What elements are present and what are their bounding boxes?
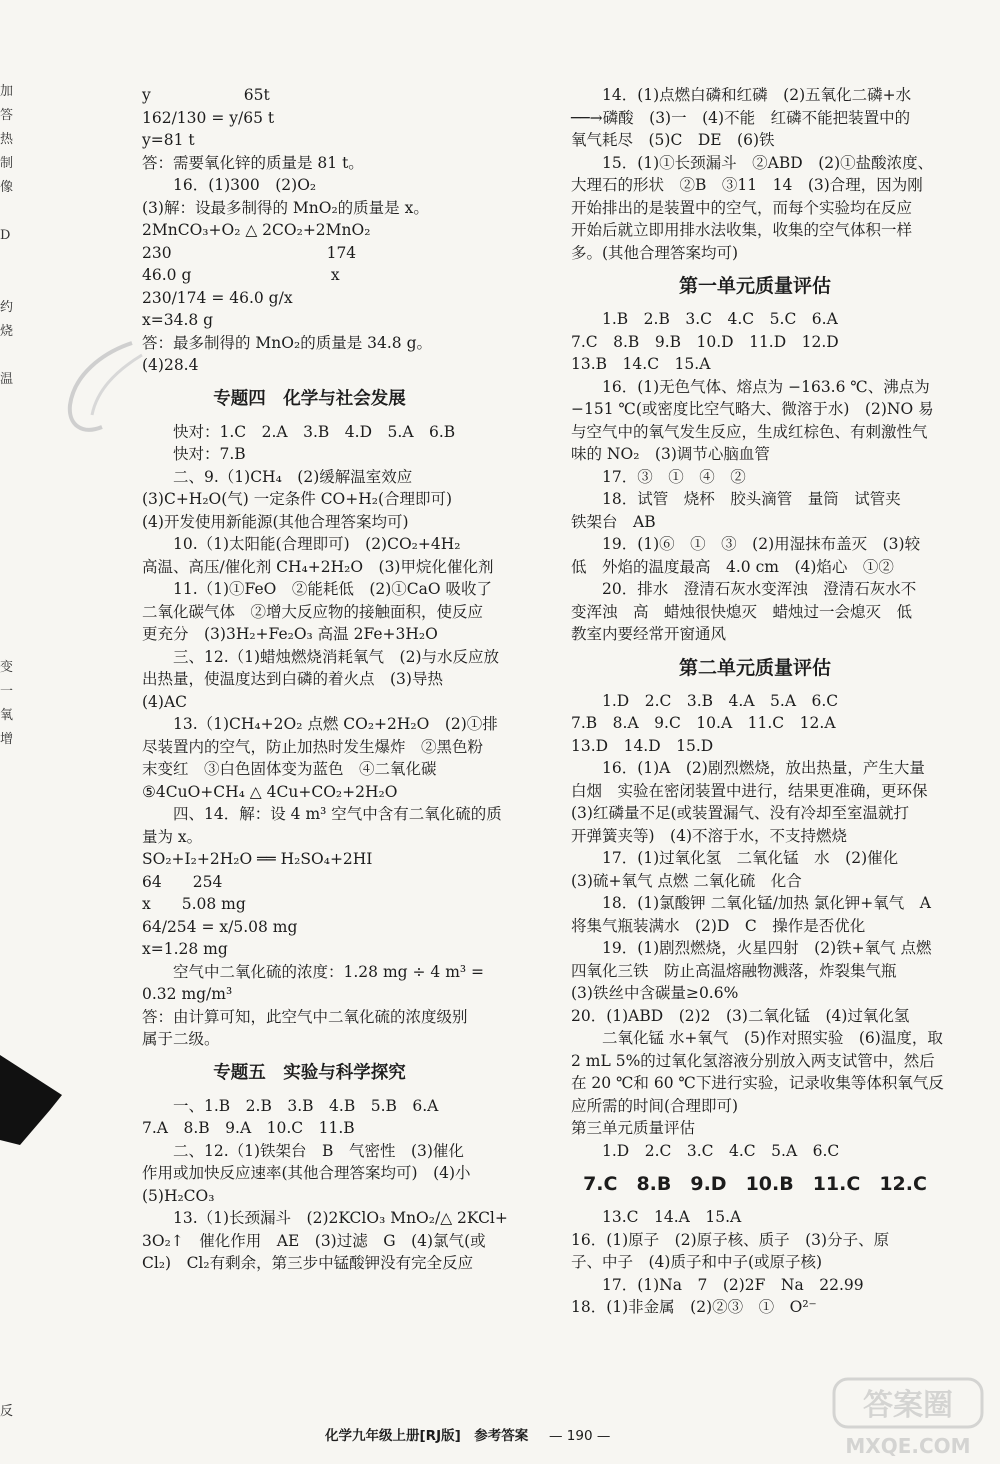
margin-char: D [0, 228, 11, 243]
answer-line: 开弹簧夹等) (4)不溶于水，不支持燃烧 [571, 826, 848, 845]
answer-line: 230 174 [142, 243, 357, 262]
margin-char: 加 [0, 84, 14, 99]
answer-line: 13.（1)长颈漏斗 (2)2KClO₃ MnO₂/△ 2KCl+ [173, 1209, 508, 1227]
answer-line: 空气中二氧化硫的浓度：1.28 mg ÷ 4 m³ = [173, 962, 485, 981]
left-column [142, 84, 508, 1275]
answer-line: 0.32 mg/m³ [142, 985, 233, 1003]
answer-line: 20．排水 澄清石灰水变浑浊 澄清石灰水不 [602, 580, 917, 598]
answer-line: 1.D 2.C 3.C 4.C 5.A 6.C [602, 1141, 840, 1160]
margin-char [0, 824, 14, 848]
margin-char [0, 1376, 14, 1400]
answer-line: 17．(1)过氧化氢 二氧化锰 水 (2)催化 [602, 849, 899, 867]
margin-char [0, 464, 14, 488]
answer-line: 答：由计算可知，此空气中二氧化硫的浓度级别 [142, 1007, 468, 1026]
answer-line: 13.C 14.A 15.A [602, 1208, 742, 1226]
answer-line: 64/254 = x/5.08 mg [142, 917, 298, 936]
answer-line: (5)H₂CO₃ [142, 1186, 215, 1205]
margin-char [0, 1328, 14, 1352]
margin-char [0, 1280, 14, 1304]
section-heading: 专题五 实验与科学探究 [213, 1062, 406, 1083]
answer-line: 变浑浊 高 蜡烛很快熄灭 蜡烛过一会熄灭 低 [571, 602, 913, 621]
section-heading: 7.C 8.B 9.D 10.B 11.C 12.C [583, 1173, 927, 1195]
answer-line: 三、12.（1)蜡烛燃烧消耗氧气 (2)与水反应放 [173, 647, 500, 666]
answer-line: ──→磷酸 (3)一 (4)不能 红磷不能把装置中的 [571, 108, 911, 127]
answer-line: x=1.28 mg [142, 940, 228, 958]
answer-line: 氧气耗尽 (5)C DE (6)铁 [571, 131, 775, 149]
margin-char: 热 [0, 132, 14, 147]
section-heading: 第一单元质量评估 [678, 275, 831, 297]
answer-line: 开始排出的是装置中的空气，而每个实验均在反应 [571, 198, 913, 217]
answer-line: 低 外焰的温度最高 4.0 cm (4)焰心 ①② [571, 557, 894, 576]
answer-line: 答：需要氧化锌的质量是 81 t。 [142, 153, 364, 172]
section-heading: 专题四 化学与社会发展 [213, 388, 406, 409]
answer-line: 开始后就立即用排水法收集，收集的空气体积一样 [571, 221, 913, 239]
margin-char [0, 1160, 14, 1184]
watermark-text-top: 答案圈 [863, 1388, 953, 1423]
margin-char: 像 [0, 180, 14, 195]
answer-line: SO₂+I₂+2H₂O ══ H₂SO₄+2HI [142, 850, 373, 868]
answer-line: (4)AC [142, 692, 188, 711]
margin-char: 氧 [0, 708, 14, 723]
margin-char: 变 [0, 660, 14, 675]
answer-line: 末变红 ③白色固体变为蓝色 ④二氧化碳 [142, 760, 437, 778]
answer-line: (3)硫+氧气 点燃 二氧化硫 化合 [571, 871, 802, 890]
margin-char [0, 944, 14, 968]
answer-line: 19．(1)剧烈燃烧，火星四射 (2)铁+氧气 点燃 [602, 939, 932, 957]
answer-line: 16．(1)无色气体、熔点为 −163.6 ℃、沸点为 [602, 377, 930, 396]
answer-line: y=81 t [142, 131, 195, 149]
answer-line: x=34.8 g [142, 311, 214, 329]
answer-line: 量为 x。 [142, 827, 203, 846]
margin-char [0, 776, 14, 800]
margin-char: 增 [0, 732, 14, 747]
answer-line: 更充分 (3)3H₂+Fe₂O₃ 高温 2Fe+3H₂O [142, 625, 438, 643]
answer-line: 13.B 14.C 15.A [571, 355, 711, 373]
answer-line: 二、9.（1)CH₄ (2)缓解温室效应 [173, 467, 413, 486]
answer-line: 16．(1)A (2)剧烈燃烧，放出热量，产生大量 [602, 759, 925, 777]
answer-line: 16．(1)300 (2)O₂ [173, 176, 317, 194]
page-number: — 190 — [548, 1428, 611, 1444]
margin-char [0, 752, 14, 776]
answer-line: 17．(1)Na 7 (2)2F Na 22.99 [602, 1275, 864, 1294]
answer-line: (4)开发使用新能源(其他合理答案均可) [142, 512, 409, 531]
margin-char [0, 848, 14, 872]
answer-line: 答：最多制得的 MnO₂的质量是 34.8 g。 [142, 333, 432, 352]
margin-char [0, 344, 14, 368]
margin-char [0, 872, 14, 896]
answer-line: 11.（1)①FeO ②能耗低 (2)①CaO 吸收了 [173, 580, 493, 598]
margin-char [0, 1016, 14, 1040]
margin-char [0, 488, 14, 512]
margin-char [0, 992, 14, 1016]
answer-line: 作用或加快反应速率(其他合理答案均可) (4)小 [142, 1164, 471, 1182]
margin-char [0, 920, 14, 944]
answer-line: 第三单元质量评估 [571, 1119, 696, 1137]
answer-line: 出热量，使温度达到白磷的着火点 (3)导热 [142, 670, 443, 688]
answer-line: (4)28.4 [142, 356, 199, 374]
answer-line: 二氧化碳气体 ②增大反应物的接触面积，使反应 [142, 602, 484, 621]
margin-char [0, 632, 14, 656]
answer-line: 大理石的形状 ②B ③11 14 (3)合理，因为刚 [571, 176, 923, 194]
answer-line: 13.（1)CH₄+2O₂ 点燃 CO₂+2H₂O (2)①排 [173, 715, 498, 733]
answer-line: (3)解：设最多制得的 MnO₂的质量是 x。 [142, 198, 429, 217]
left-margin-strip [0, 80, 14, 1424]
margin-char [0, 536, 14, 560]
answer-line: 20．(1)ABD (2)2 (3)二氧化锰 (4)过氧化氢 [571, 1006, 910, 1025]
page-footer [325, 1424, 610, 1444]
margin-char [0, 968, 14, 992]
answer-line: 14．(1)点燃白磷和红磷 (2)五氧化二磷+水 [602, 86, 912, 104]
margin-char [0, 896, 14, 920]
answer-line: 将集气瓶装满水 (2)D C 操作是否优化 [571, 916, 866, 935]
answer-line: 属于二级。 [142, 1030, 220, 1048]
margin-char [0, 1256, 14, 1280]
margin-char [0, 1352, 14, 1376]
margin-char [0, 1184, 14, 1208]
answer-line: 教室内要经常开窗通风 [571, 625, 727, 643]
answer-line: ⑤4CuO+CH₄ △ 4Cu+CO₂+2H₂O [142, 782, 398, 801]
answer-line: 多。(其他合理答案均可) [571, 243, 739, 262]
margin-char [0, 512, 14, 536]
answer-line: 二氧化锰 水+氧气 (5)作对照实验 (6)温度，取 [602, 1029, 943, 1047]
answer-line: Cl₂) Cl₂有剩余，第三步中锰酸钾没有完全反应 [142, 1254, 474, 1272]
margin-char [0, 440, 14, 464]
answer-line: (3)红磷量不足(或装置漏气、没有冷却至室温就打 [571, 804, 910, 822]
answer-line: 二、12.（1)铁架台 B 气密性 (3)催化 [173, 1141, 464, 1160]
answer-line: (3)C+H₂O(气) 一定条件 CO+H₂(合理即可) [142, 490, 453, 508]
answer-line: 18．试管 烧杯 胶头滴管 量筒 试管夹 [602, 490, 901, 508]
margin-char [0, 608, 14, 632]
margin-char [0, 416, 14, 440]
margin-char [0, 800, 14, 824]
answer-line: 7.A 8.B 9.A 10.C 11.B [142, 1119, 355, 1137]
margin-char: 烧 [0, 324, 14, 339]
margin-char: 反 [0, 1404, 14, 1419]
answer-line: 与空气中的氧气发生反应，生成红棕色、有刺激性气 [571, 422, 928, 441]
margin-char: 答 [0, 108, 14, 123]
answer-line: 15．(1)①长颈漏斗 ②ABD (2)①盐酸浓度、 [602, 153, 934, 172]
margin-char [0, 584, 14, 608]
right-column [571, 84, 944, 1319]
answer-line: 7.C 8.B 9.B 10.D 11.D 12.D [571, 332, 839, 351]
margin-char [0, 248, 14, 272]
answer-line: 在 20 ℃和 60 ℃下进行实验，记录收集等体积氧气反 [571, 1074, 944, 1092]
answer-line: 尽装置内的空气，防止加热时发生爆炸 ②黑色粉 [142, 737, 484, 756]
answer-line: 白烟 实验在密闭装置中进行，结果更准确，更环保 [571, 781, 928, 800]
answer-line: 一、1.B 2.B 3.B 4.B 5.B 6.A [173, 1096, 439, 1115]
margin-char: 制 [0, 156, 14, 171]
dark-edge-shape [0, 1055, 70, 1145]
answer-line: 1.D 2.C 3.B 4.A 5.A 6.C [602, 691, 839, 710]
answer-line: 应所需的时间(合理即可) [571, 1096, 739, 1115]
answer-line: 快对：7.B [173, 445, 246, 463]
answer-line: 2 mL 5%的过氧化氢溶液分别放入两支试管中，然后 [571, 1051, 935, 1070]
answer-line: 味的 NO₂ (3)调节心脑血管 [571, 445, 770, 463]
margin-char [0, 272, 14, 296]
answer-line: 四氧化三铁 防止高温熔融物溅落，炸裂集气瓶 [571, 961, 897, 980]
watermark-text-bottom: MXQE.COM [845, 1434, 971, 1458]
answer-line: (3)铁丝中含碳量≥0.6% [571, 984, 739, 1002]
answer-line: 46.0 g x [142, 266, 340, 284]
answer-line: 162/130 = y/65 t [142, 108, 275, 127]
answer-line: x 5.08 mg [142, 895, 246, 913]
margin-char [0, 560, 14, 584]
margin-char [0, 200, 14, 224]
answer-line: 2MnCO₃+O₂ △ 2CO₂+2MnO₂ [142, 221, 371, 239]
answer-line: 19．(1)⑥ ① ③ (2)用湿抹布盖灭 (3)较 [602, 535, 921, 553]
margin-char: 约 [0, 300, 14, 315]
answer-line: −151 ℃(或密度比空气略大、微溶于水) (2)NO 易 [571, 400, 934, 418]
answer-line: 快对：1.C 2.A 3.B 4.D 5.A 6.B [173, 422, 456, 441]
answer-line: 子、中子 (4)质子和中子(或原子核) [571, 1253, 823, 1271]
answer-line: 高温、高压/催化剂 CH₄+2H₂O (3)甲烷化催化剂 [142, 557, 494, 576]
answer-line: 17．③ ① ④ ② [602, 467, 746, 486]
margin-char [0, 1304, 14, 1328]
answer-line: 18．(1)氯酸钾 二氧化锰/加热 氯化钾+氧气 A [602, 894, 931, 912]
answer-line: 1.B 2.B 3.C 4.C 5.C 6.A [602, 310, 838, 328]
watermark-logo [828, 1375, 988, 1461]
margin-char: 一 [0, 684, 14, 699]
answer-line: 铁架台 AB [571, 512, 656, 531]
margin-char: 温 [0, 372, 14, 387]
footer-title: 化学九年级上册[RJ版] 参考答案 [325, 1428, 529, 1444]
answer-line: 230/174 = 46.0 g/x [142, 288, 293, 307]
margin-char [0, 1232, 14, 1256]
answer-line: 64 254 [142, 872, 223, 891]
answer-line: 16．(1)原子 (2)原子核、质子 (3)分子、原 [571, 1230, 890, 1249]
margin-char [0, 1208, 14, 1232]
answer-line: 3O₂↑ 催化作用 AE (3)过滤 G (4)氯气(或 [142, 1231, 486, 1250]
section-heading: 第二单元质量评估 [678, 656, 831, 679]
answer-line: y 65t [142, 86, 270, 104]
answer-line: 10.（1)太阳能(合理即可) (2)CO₂+4H₂ [173, 535, 461, 553]
answer-line: 四、14．解：设 4 m³ 空气中含有二氧化硫的质 [173, 805, 502, 823]
margin-char [0, 392, 14, 416]
answer-line: 13.D 14.D 15.D [571, 736, 714, 755]
answer-line: 7.B 8.A 9.C 10.A 11.C 12.A [571, 714, 836, 732]
answer-line: 18．(1)非金属 (2)②③ ① O²⁻ [571, 1298, 817, 1316]
